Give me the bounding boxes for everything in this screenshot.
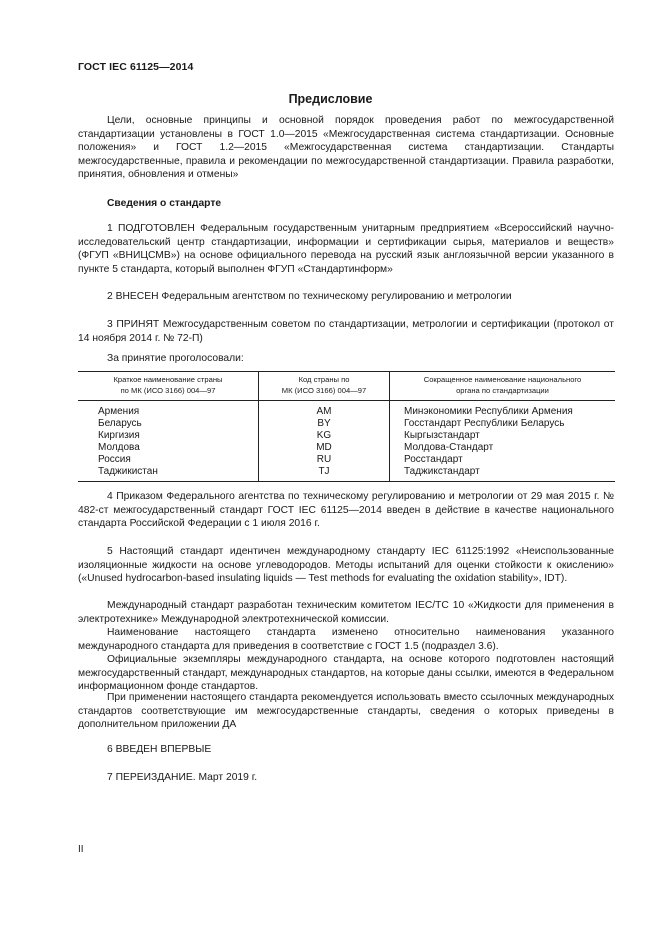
table-row bbox=[78, 418, 615, 430]
table-header-country: Краткое наименование страны по МК (ИСО 3166) 004—97 bbox=[78, 372, 259, 401]
body-cell: Росстандарт bbox=[390, 454, 616, 466]
code-cell: MD bbox=[259, 442, 390, 454]
country-cell: Таджикистан bbox=[78, 466, 259, 482]
page-number: II bbox=[78, 844, 84, 855]
table-row bbox=[78, 454, 615, 466]
code-cell: KG bbox=[259, 430, 390, 442]
voting-table bbox=[78, 371, 615, 482]
body-cell: Молдова-Стандарт bbox=[390, 442, 616, 454]
body-cell: Таджикстандарт bbox=[390, 466, 616, 482]
intro-paragraph: Цели, основные принципы и основной порядок проведения работ по межгосударственной стандартизации установлены в ГОСТ 1.0—2015 «Межгосударственная система стандартизации. Основные положения» и ГОСТ 1.2—2015 «Межгосударственная система стандартизации. Стандарты межгосударственные, правила и рекомендации по межгосударственной стандартизации. Правила разработки, принятия, обновления и отмены» bbox=[78, 115, 614, 181]
item-3-paragraph: 3 ПРИНЯТ Межгосударственным советом по стандартизации, метрологии и сертификации (протокол от 14 ноября 2014 г. № 72-П) bbox=[78, 319, 614, 344]
code-cell: BY bbox=[259, 418, 390, 430]
item-1-paragraph: 1 ПОДГОТОВЛЕН Федеральным государственным унитарным предприятием «Всероссийский научно-исследовательский центр стандартизации, информации и сертификации сырья, материалов и веществ» (ФГУП «ВНИЦСМВ») на основе официального перевода на русский язык англоязычной версии указанного в пункте 5 стандарта, который выполнен ФГУП «Стандартинформ» bbox=[78, 223, 614, 275]
table-row bbox=[78, 430, 615, 442]
code-cell: TJ bbox=[259, 466, 390, 482]
table-header-body: Сокращенное наименование национального органа по стандартизации bbox=[390, 372, 616, 401]
item-5-paragraph-c: Наименование настоящего стандарта изменено относительно наименования указанного международного стандарта для приведения в соответствие с ГОСТ 1.5 (подраздел 3.6). bbox=[78, 627, 614, 652]
table-header-code: Код страны по МК (ИСО 3166) 004—97 bbox=[259, 372, 390, 401]
body-cell: Кыргызстандарт bbox=[390, 430, 616, 442]
item-5-paragraph-d: Официальные экземпляры международного стандарта, на основе которого подготовлен настоящий межгосударственный стандарт, международных стандартов, на которые даны ссылки, имеются в Федеральном информационном фонде стандартов. bbox=[78, 654, 614, 693]
country-cell: Беларусь bbox=[98, 418, 142, 429]
table-row bbox=[78, 401, 615, 419]
item-4-paragraph: 4 Приказом Федерального агентства по техническому регулированию и метрологии от 29 мая 2015 г. № 482-ст межгосударственный стандарт ГОСТ IEC 61125—2014 введен в действие в качестве национального стандарта Российской Федерации с 1 июля 2016 г. bbox=[78, 491, 614, 530]
item-5-paragraph: 5 Настоящий стандарт идентичен международному стандарту IEC 61125:1992 «Неиспользованные изоляционные жидкости на основе углеводородов. Методы испытаний для оценки стойкости к окислению» («Unused hydrocarbon-based insulating liquids — Test methods for evaluating the oxidation stability», IDT). bbox=[78, 546, 614, 585]
document-header: ГОСТ IEC 61125—2014 bbox=[78, 61, 194, 73]
code-cell: RU bbox=[259, 454, 390, 466]
table-row bbox=[78, 466, 615, 482]
body-cell: Госстандарт Республики Беларусь bbox=[390, 418, 616, 430]
item-2-paragraph: 2 ВНЕСЕН Федеральным агентством по техническому регулированию и метрологии bbox=[107, 291, 512, 302]
item-5-paragraph-b: Международный стандарт разработан техническим комитетом IEC/TC 10 «Жидкости для применения в электротехнике» Международной электротехнической комиссии. bbox=[78, 600, 614, 625]
voting-intro: За принятие проголосовали: bbox=[107, 353, 244, 364]
code-cell: AM bbox=[259, 401, 390, 419]
table-row bbox=[78, 442, 615, 454]
section-subtitle: Сведения о стандарте bbox=[107, 198, 222, 209]
page-title: Предисловие bbox=[288, 92, 373, 106]
country-cell: Россия bbox=[98, 454, 131, 465]
country-cell: Молдова bbox=[98, 442, 140, 453]
item-7-paragraph: 7 ПЕРЕИЗДАНИЕ. Март 2019 г. bbox=[107, 772, 258, 783]
table-header-row bbox=[78, 372, 615, 401]
body-cell: Минэкономики Республики Армения bbox=[390, 401, 616, 419]
country-cell: Армения bbox=[98, 406, 140, 417]
item-6-paragraph: 6 ВВЕДЕН ВПЕРВЫЕ bbox=[107, 744, 212, 755]
country-cell: Киргизия bbox=[98, 430, 140, 441]
item-5-paragraph-e: При применении настоящего стандарта рекомендуется использовать вместо ссылочных международных стандартов соответствующие им межгосударственные стандарты, сведения о которых приведены в дополнительном приложении ДА bbox=[78, 692, 614, 731]
